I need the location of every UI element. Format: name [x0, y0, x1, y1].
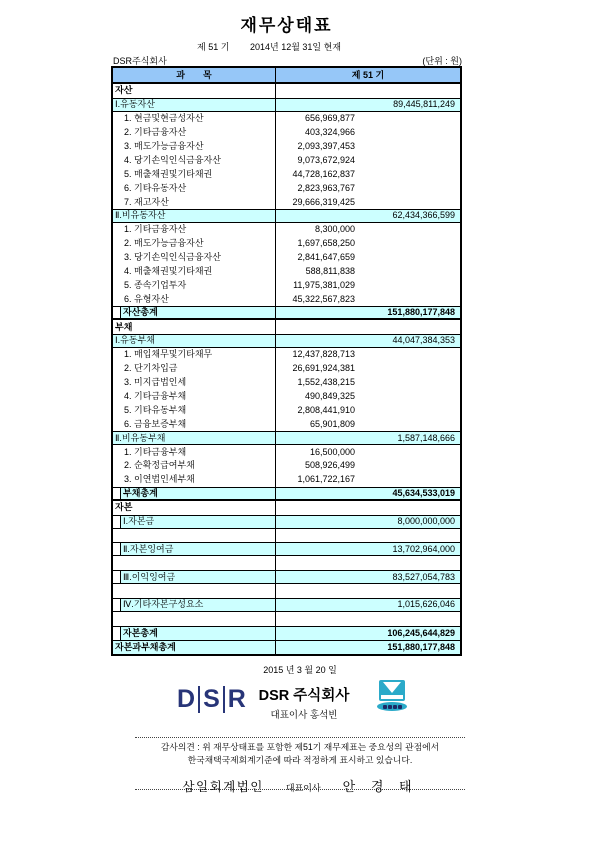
account-cell: [113, 265, 276, 279]
amount-cell: [276, 126, 460, 140]
amount-cell: [276, 181, 460, 195]
row-label: 1. 기타금융부채: [124, 446, 187, 457]
row-label: 자본: [115, 502, 133, 513]
amount-cell: [276, 376, 460, 390]
indent-sliver: [113, 599, 121, 611]
account-cell: [113, 459, 276, 473]
row-label: Ⅰ.유동부채: [115, 335, 155, 346]
table-row: [113, 140, 460, 154]
page-title: 재무상태표: [240, 16, 333, 35]
header-period-column: 제 51 기: [351, 69, 385, 80]
row-amount: 16,500,000: [309, 446, 355, 457]
table-row: [113, 126, 460, 140]
table-row: [113, 487, 460, 501]
account-cell: [113, 335, 276, 347]
row-amount: 11,975,381,029: [293, 279, 355, 290]
row-amount: 106,245,644,829: [387, 627, 455, 638]
row-label: 6. 기타유동자산: [124, 182, 187, 193]
row-label: 2. 단기차입금: [124, 363, 178, 374]
amount-cell: [276, 403, 460, 417]
table-row: [113, 223, 460, 237]
amount-cell: [276, 223, 460, 237]
account-cell: [113, 432, 276, 444]
audit-opinion-line1: 감사의견 : 위 재무상태표를 포함한 제51기 재무제표는 중요성의 관점에서: [160, 742, 440, 752]
account-cell: [113, 223, 276, 237]
table-row: [113, 403, 460, 417]
row-amount: 1,587,148,666: [397, 432, 455, 443]
amount-cell: [276, 529, 460, 543]
row-amount: 44,047,384,353: [392, 335, 455, 346]
account-cell: [113, 84, 276, 98]
row-amount: 1,015,626,046: [397, 599, 455, 610]
account-cell: [113, 445, 276, 459]
audit-opinion-box: [135, 737, 465, 794]
account-cell: [113, 140, 276, 154]
amount-cell: [276, 432, 460, 444]
table-row: [113, 459, 460, 473]
row-label: 4. 당기손익인식금융자산: [124, 154, 221, 165]
account-cell: [113, 488, 276, 499]
audit-opinion-line2: 한국채택국제회계기준에 따라 적정하게 표시하고 있습니다.: [187, 755, 413, 765]
audit-ceo-name: 안 경 태: [342, 779, 418, 794]
row-label: 자본과부채총계: [115, 641, 176, 652]
row-label: Ⅰ.유동자산: [115, 99, 155, 110]
row-label: Ⅲ.이익잉여금: [123, 571, 176, 582]
table-row: [113, 362, 460, 376]
logo-letter-s: S: [203, 685, 220, 713]
amount-cell: [276, 335, 460, 347]
amount-cell: [276, 84, 460, 98]
account-cell: [113, 529, 276, 543]
table-row: [113, 181, 460, 195]
row-label: Ⅰ.자본금: [123, 516, 155, 527]
auditor-signature-line: [135, 776, 465, 795]
row-label: 1. 현금및현금성자산: [124, 113, 204, 124]
amount-cell: [276, 543, 460, 555]
table-row: [113, 542, 460, 556]
row-label: 2. 매도가능금융자산: [124, 238, 204, 249]
row-label: 5. 매출채권및기타채권: [124, 168, 213, 179]
table-row: [113, 153, 460, 167]
indent-sliver: [113, 627, 121, 640]
amount-cell: [276, 556, 460, 570]
row-label: 5. 기타유동부채: [124, 404, 187, 415]
row-label: 7. 재고자산: [124, 196, 169, 207]
amount-cell: [276, 390, 460, 404]
table-row: [113, 529, 460, 543]
row-label: Ⅱ.비유동부채: [115, 432, 166, 443]
amount-cell: [276, 599, 460, 611]
account-cell: [113, 292, 276, 306]
row-label: 1. 기타금융자산: [124, 224, 187, 235]
row-amount: 151,880,177,848: [387, 307, 455, 318]
amount-cell: [276, 307, 460, 318]
row-amount: 8,300,000: [314, 224, 355, 235]
account-cell: [113, 641, 276, 654]
row-amount: 403,324,966: [304, 127, 355, 138]
row-amount: 2,823,963,767: [297, 182, 355, 193]
signature-company-block: [243, 684, 365, 721]
table-row: [113, 251, 460, 265]
row-amount: 9,073,672,924: [297, 154, 355, 165]
amount-cell: [276, 473, 460, 487]
row-label: 자산총계: [123, 307, 158, 318]
amount-cell: [276, 112, 460, 126]
account-cell: [113, 167, 276, 181]
amount-cell: [276, 195, 460, 209]
table-row: [113, 376, 460, 390]
row-label: 4. 기타금융부채: [124, 391, 187, 402]
row-amount: 65,901,809: [309, 418, 355, 429]
row-amount: 83,527,054,783: [392, 571, 455, 582]
row-label: 4. 매출채권및기타채권: [124, 266, 213, 277]
row-amount: 151,880,177,848: [387, 641, 455, 652]
amount-cell: [276, 167, 460, 181]
table-row: [113, 584, 460, 598]
table-row: [113, 209, 460, 223]
table-row: [113, 84, 460, 98]
table-row: [113, 320, 460, 334]
table-row: [113, 417, 460, 431]
amount-cell: [276, 153, 460, 167]
account-cell: [113, 251, 276, 265]
table-row: [113, 556, 460, 570]
account-cell: [113, 556, 276, 570]
row-amount: 508,926,499: [304, 460, 355, 471]
table-row: [113, 626, 460, 640]
amount-cell: [276, 501, 460, 515]
table-row: [113, 515, 460, 529]
account-cell: [113, 543, 276, 555]
row-label: 2. 기타금융자산: [124, 127, 187, 138]
table-row: [113, 334, 460, 348]
account-cell: [113, 112, 276, 126]
stamp-triangle-icon: [379, 680, 405, 701]
row-label: 5. 종속기업투자: [124, 279, 187, 290]
row-amount: 45,634,533,019: [392, 487, 455, 498]
amount-cell: [276, 348, 460, 362]
row-label: 3. 매도가능금융자산: [124, 141, 204, 151]
amount-cell: [276, 251, 460, 265]
row-amount: 1,697,658,250: [297, 238, 355, 249]
account-cell: [113, 307, 276, 318]
currency-unit-label: (단위 : 원): [422, 56, 462, 66]
signature-ceo-name: 대표이사 홍석빈: [270, 710, 338, 721]
row-label: 부채총계: [123, 487, 158, 498]
row-label: 6. 금융보증부채: [124, 418, 187, 429]
amount-cell: [276, 571, 460, 583]
audit-firm-name: 삼일회계법인: [182, 780, 264, 794]
row-label: 자산: [115, 85, 133, 96]
row-amount: 588,811,838: [305, 266, 355, 277]
account-cell: [113, 153, 276, 167]
report-date: 2015 년 3 월 20 일: [263, 665, 337, 675]
account-cell: [113, 403, 276, 417]
account-cell: [113, 126, 276, 140]
amount-cell: [276, 278, 460, 292]
fiscal-period-label: 제 51 기: [197, 42, 230, 52]
row-amount: 13,702,964,000: [392, 543, 455, 554]
logo-divider-bar: [223, 686, 225, 713]
amount-cell: [276, 641, 460, 654]
account-cell: [113, 362, 276, 376]
account-cell: [113, 390, 276, 404]
amount-cell: [276, 210, 460, 222]
table-row: [113, 292, 460, 306]
amount-cell: [276, 140, 460, 154]
row-amount: 656,969,877: [304, 113, 355, 124]
account-cell: [113, 584, 276, 598]
amount-cell: [276, 584, 460, 598]
table-row: [113, 265, 460, 279]
as-of-date-label: 2014년 12월 31일 현재: [250, 42, 342, 52]
account-cell: [113, 571, 276, 583]
row-amount: 89,445,811,249: [393, 99, 455, 110]
table-row: [113, 612, 460, 626]
amount-cell: [276, 265, 460, 279]
row-label: Ⅱ.비유동자산: [115, 210, 166, 221]
row-amount: 44,728,162,837: [292, 168, 355, 179]
signature-company-name: DSR 주식회사: [258, 688, 350, 704]
row-label: 6. 유형자산: [124, 293, 169, 304]
row-amount: 1,061,722,167: [297, 474, 355, 485]
row-label: 3. 이연법인세부채: [124, 474, 195, 485]
indent-sliver: [113, 488, 121, 499]
table-row: [113, 348, 460, 362]
amount-cell: [276, 488, 460, 499]
row-label: Ⅳ.기타자본구성요소: [123, 599, 204, 610]
table-row: [113, 98, 460, 112]
header-account-column: 과 목: [113, 68, 276, 82]
account-cell: [113, 376, 276, 390]
table-row: [113, 598, 460, 612]
amount-cell: [276, 417, 460, 431]
indent-sliver: [113, 516, 121, 528]
amount-cell: [276, 445, 460, 459]
table-row: [113, 237, 460, 251]
row-amount: 29,666,319,425: [292, 196, 355, 207]
row-amount: 12,437,828,713: [292, 349, 355, 360]
row-amount: 2,093,397,453: [297, 141, 355, 151]
indent-sliver: [113, 543, 121, 555]
account-cell: [113, 181, 276, 195]
row-label: 1. 매입채무및기타채무: [124, 349, 213, 360]
indent-sliver: [113, 307, 121, 318]
row-amount: 2,841,647,659: [297, 252, 355, 263]
account-cell: [113, 627, 276, 640]
logo-divider-bar: [198, 686, 200, 713]
stamp-seal-text: [377, 702, 407, 711]
table-row: [113, 167, 460, 181]
table-body: [113, 84, 460, 654]
indent-sliver: [113, 571, 121, 583]
account-cell: [113, 417, 276, 431]
amount-cell: [276, 320, 460, 334]
account-cell: [113, 473, 276, 487]
table-row: [113, 473, 460, 487]
row-amount: 26,691,924,381: [292, 363, 355, 374]
balance-sheet-table: [111, 66, 462, 656]
row-amount: 45,322,567,823: [292, 293, 355, 304]
amount-cell: [276, 459, 460, 473]
amount-cell: [276, 362, 460, 376]
amount-cell: [276, 99, 460, 111]
row-label: 자본총계: [123, 627, 158, 638]
amount-cell: [276, 237, 460, 251]
dsr-logo: [177, 685, 246, 714]
account-cell: [113, 612, 276, 626]
table-row: [113, 640, 460, 654]
table-row: [113, 445, 460, 459]
row-label: Ⅱ.자본잉여금: [123, 543, 174, 554]
row-label: 부채: [115, 321, 133, 332]
account-cell: [113, 278, 276, 292]
table-row: [113, 390, 460, 404]
audit-ceo-title: 대표이사: [285, 783, 321, 793]
account-cell: [113, 195, 276, 209]
table-row: [113, 112, 460, 126]
table-row: [113, 570, 460, 584]
table-row: [113, 501, 460, 515]
table-row: [113, 431, 460, 445]
account-cell: [113, 348, 276, 362]
account-cell: [113, 516, 276, 528]
row-amount: 490,849,325: [304, 391, 355, 402]
row-amount: 62,434,366,599: [392, 210, 455, 221]
row-amount: 8,000,000,000: [397, 516, 455, 527]
company-name: DSR주식회사: [113, 56, 167, 66]
table-row: [113, 195, 460, 209]
row-label: 3. 미지급법인세: [124, 377, 187, 388]
logo-letter-r: R: [227, 685, 246, 713]
amount-cell: [276, 292, 460, 306]
approval-seal-stamp: [377, 680, 407, 711]
row-label: 2. 순확정급여부채: [124, 460, 195, 471]
account-cell: [113, 599, 276, 611]
amount-cell: [276, 612, 460, 626]
table-row: [113, 306, 460, 320]
table-header-row: [113, 68, 460, 84]
row-amount: 1,552,438,215: [297, 377, 355, 388]
row-amount: 2,808,441,910: [297, 404, 355, 415]
table-row: [113, 278, 460, 292]
account-cell: [113, 99, 276, 111]
amount-cell: [276, 627, 460, 640]
account-cell: [113, 501, 276, 515]
amount-cell: [276, 516, 460, 528]
logo-letter-d: D: [177, 685, 196, 713]
account-cell: [113, 237, 276, 251]
account-cell: [113, 320, 276, 334]
row-label: 3. 당기손익인식금융자산: [124, 252, 221, 263]
account-cell: [113, 210, 276, 222]
